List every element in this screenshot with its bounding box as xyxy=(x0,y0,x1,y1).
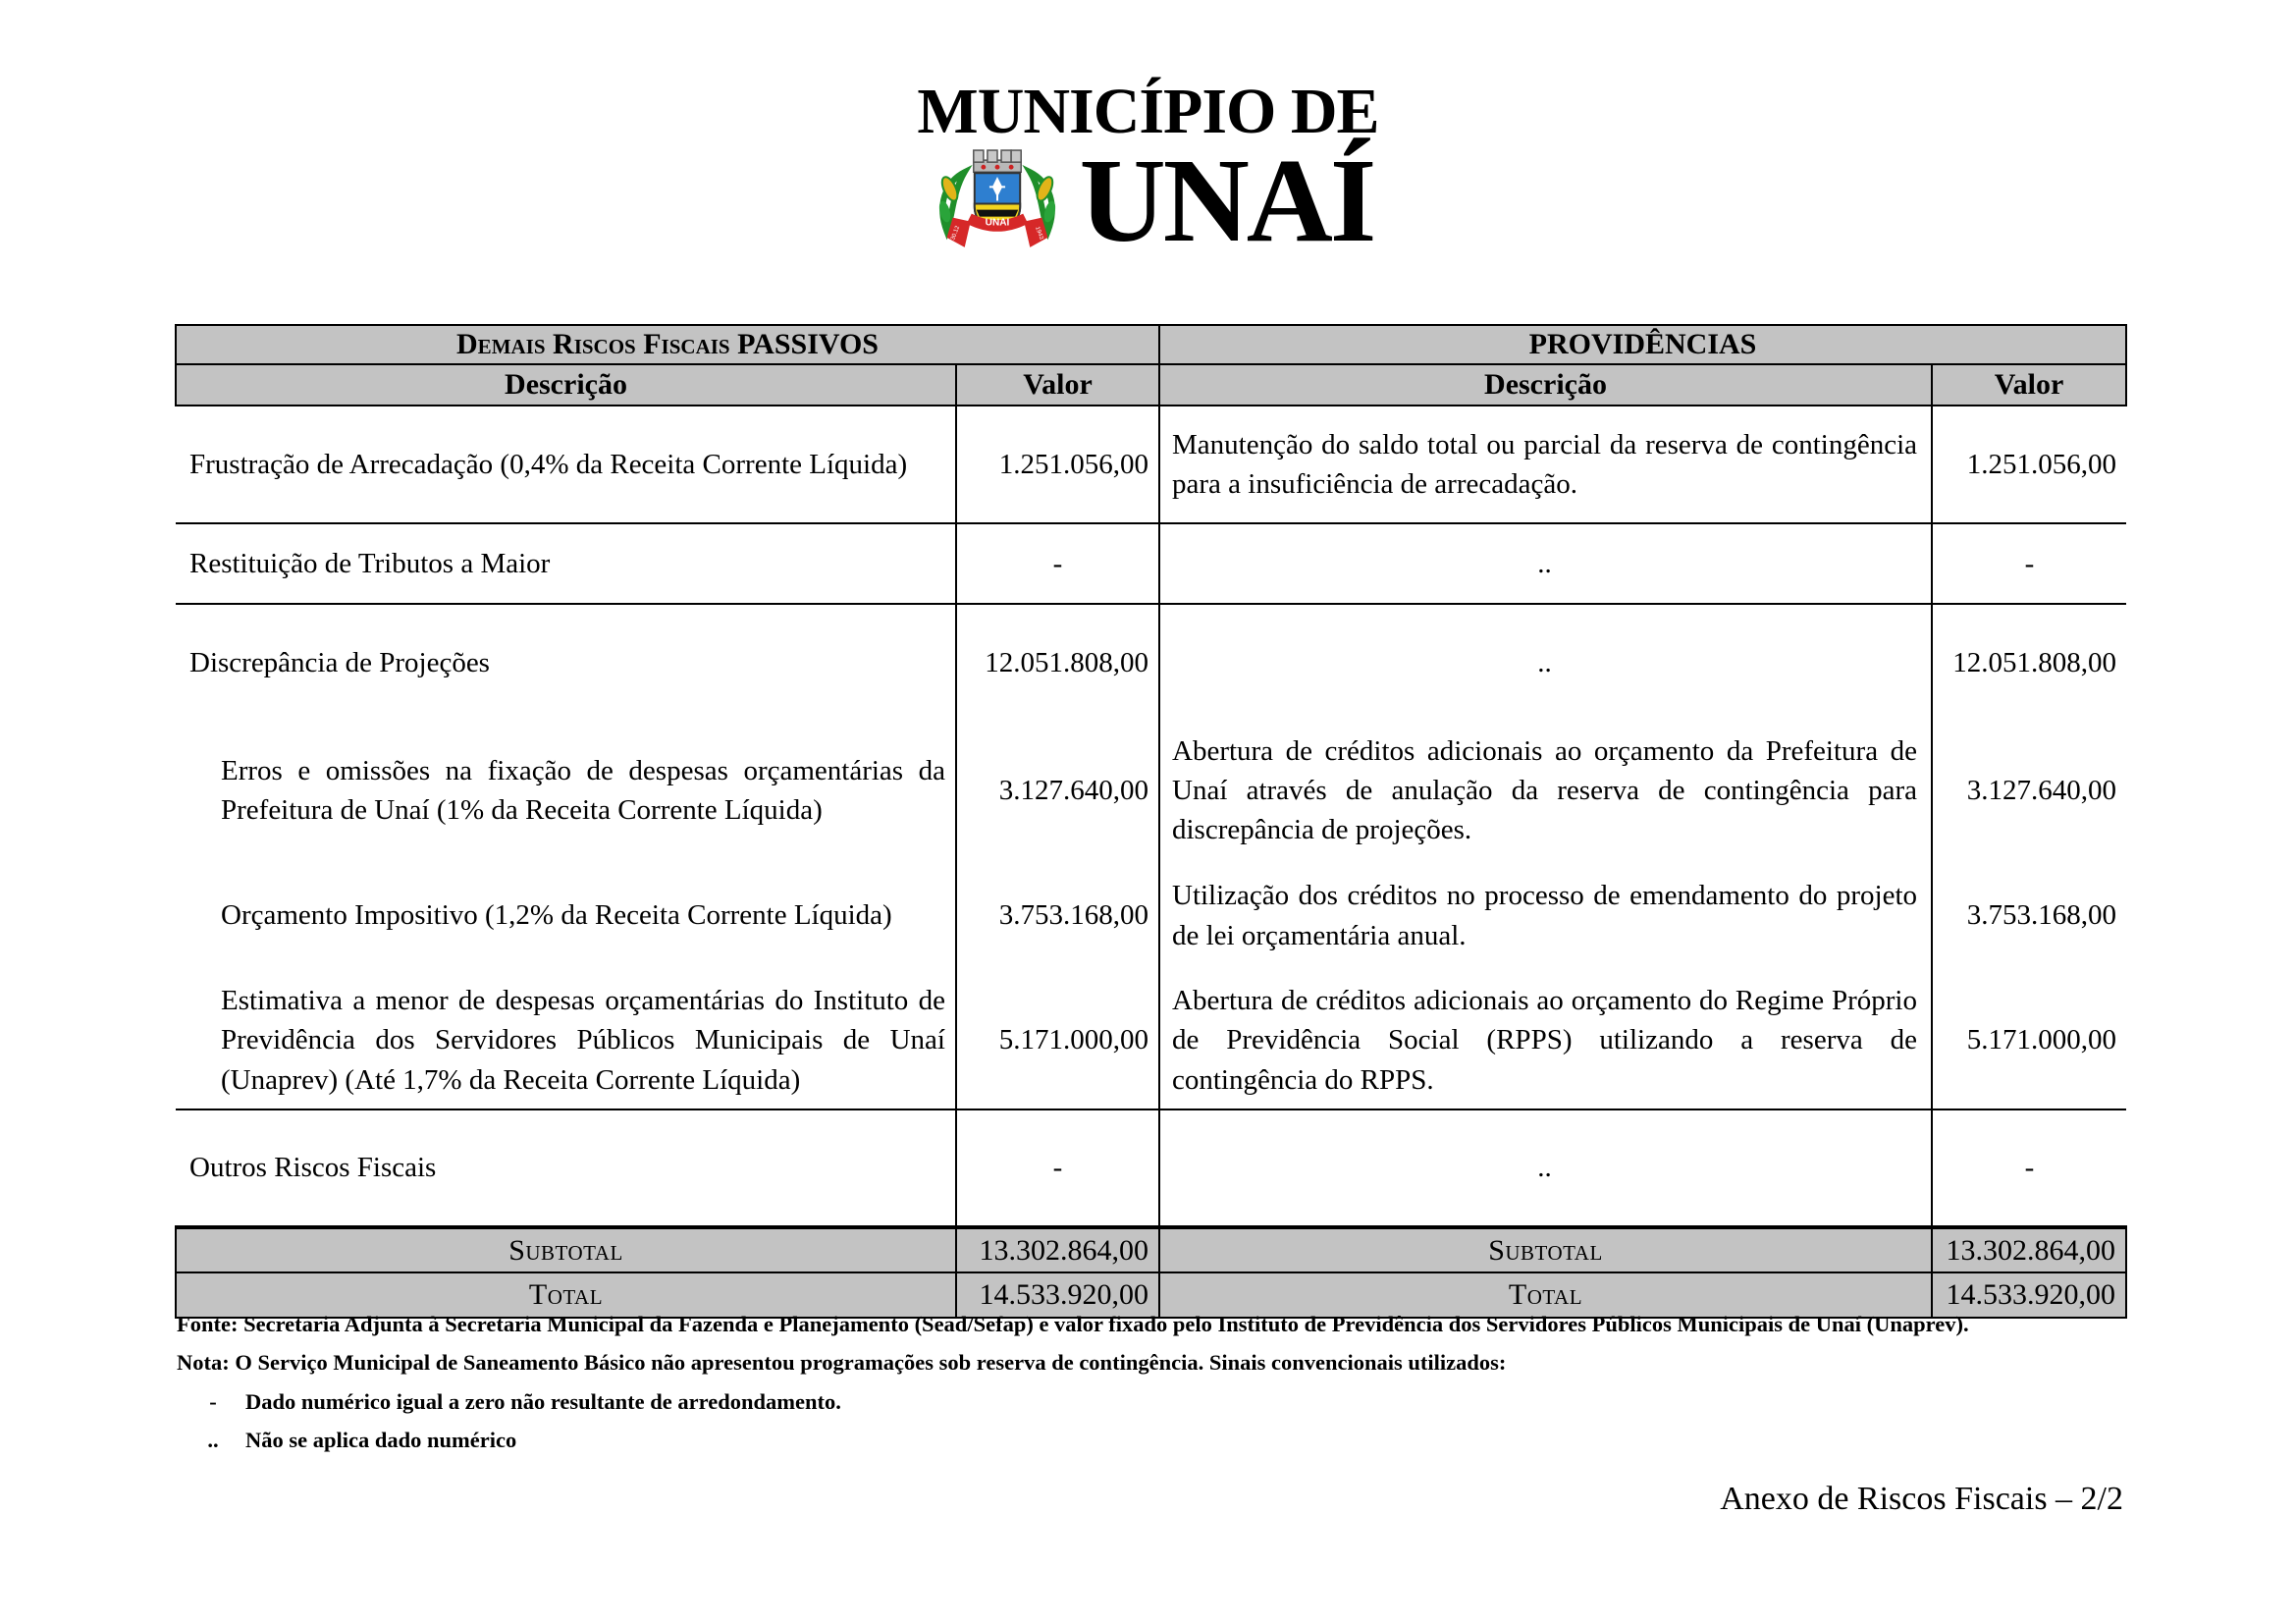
risk-desc-2: Restituição de Tributos a Maior xyxy=(176,523,956,604)
municipal-coat-of-arms-icon xyxy=(923,144,1072,258)
group-header-row xyxy=(176,325,2126,364)
risk-value-5: 3.753.168,00 xyxy=(956,859,1159,972)
prov-desc-7: .. xyxy=(1159,1109,1932,1227)
subtotal-label-right: Subtotal xyxy=(1159,1227,1932,1272)
municipality-title: MUNICÍPIO DE xyxy=(917,76,1379,147)
legend-item-dots xyxy=(177,1426,2130,1455)
total-label-left: Total xyxy=(176,1272,956,1317)
prov-desc-4: Abertura de créditos adicionais ao orçamento da Prefeitura de Unaí através de anulação da reserva de contingência para discrepância de projeções. xyxy=(1159,722,1932,859)
prov-value-3: 12.051.808,00 xyxy=(1952,647,2117,679)
table-row xyxy=(176,722,2126,859)
risk-value-7: - xyxy=(956,1109,1159,1227)
prov-value-4: 3.127.640,00 xyxy=(1966,774,2117,806)
ribbon-date-left: 30.12 xyxy=(949,224,961,242)
risk-value-2: - xyxy=(956,523,1159,604)
prov-value-1: 1.251.056,00 xyxy=(1932,406,2126,523)
total-label-right: Total xyxy=(1159,1272,1932,1317)
footnotes xyxy=(177,1310,2130,1465)
table-row xyxy=(176,859,2126,972)
table-row xyxy=(176,604,2126,722)
subtotal-label-left: Subtotal xyxy=(176,1227,956,1272)
prov-value-5: 3.753.168,00 xyxy=(1966,899,2117,932)
col-header-desc-right: Descrição xyxy=(1159,364,1932,406)
subtotal-value-left: 13.302.864,00 xyxy=(956,1227,1159,1272)
total-value-right: 14.533.920,00 xyxy=(1932,1272,2126,1317)
logo-row xyxy=(0,134,2296,267)
group-header-providencias: PROVIDÊNCIAS xyxy=(1159,325,2126,364)
legend-item-dash xyxy=(177,1387,2130,1417)
table-row xyxy=(176,523,2126,604)
table-row xyxy=(176,972,2126,1109)
annex-page-label: Anexo de Riscos Fiscais – 2/2 xyxy=(1720,1481,2123,1517)
prov-desc-2: .. xyxy=(1159,523,1932,604)
prov-value-6: 5.171.000,00 xyxy=(1932,972,2126,1109)
subtotal-row xyxy=(176,1227,2126,1272)
prov-desc-5: Utilização dos créditos no processo de emendamento do projeto de lei orçamentária anual. xyxy=(1159,859,1932,972)
risk-value-3: 12.051.808,00 xyxy=(956,604,1159,722)
table-row xyxy=(176,406,2126,523)
risk-desc-1: Frustração de Arrecadação (0,4% da Receita Corrente Líquida) xyxy=(176,406,956,523)
masthead xyxy=(0,76,2296,267)
source-note: Fonte: Secretaria Adjunta à Secretaria Municipal da Fazenda e Planejamento (Sead/Sefap) e valor fixado pelo Instituto de Previdência dos Servidores Públicos Municipais de Unaí (Unaprev). xyxy=(177,1312,1969,1336)
risk-value-1: 1.251.056,00 xyxy=(956,406,1159,523)
risk-desc-7: Outros Riscos Fiscais xyxy=(176,1109,956,1227)
col-header-valor-left: Valor xyxy=(956,364,1159,406)
total-value-left: 14.533.920,00 xyxy=(956,1272,1159,1317)
column-header-row xyxy=(176,364,2126,406)
risk-desc-5: Orçamento Impositivo (1,2% da Receita Corrente Líquida) xyxy=(176,859,956,972)
legend-symbol-dots: .. xyxy=(207,1428,219,1453)
risk-desc-3: Discrepância de Projeções xyxy=(176,604,956,722)
col-header-valor-right: Valor xyxy=(1932,364,2126,406)
nota-note: Nota: O Serviço Municipal de Saneamento Básico não apresentou programações sob reserva de contingência. Sinais convencionais utilizados: xyxy=(177,1350,1507,1376)
ribbon-date-right: 1943 xyxy=(1033,225,1044,241)
risk-value-6: 5.171.000,00 xyxy=(956,972,1159,1109)
prov-value-2: - xyxy=(1932,523,2126,604)
col-header-desc-left: Descrição xyxy=(176,364,956,406)
prov-desc-1: Manutenção do saldo total ou parcial da reserva de contingência para a insuficiência de arrecadação. xyxy=(1159,406,1932,523)
legend-text-dash: Dado numérico igual a zero não resultante de arredondamento. xyxy=(245,1388,841,1414)
municipality-name: UNAÍ xyxy=(1079,134,1374,267)
legend-text-dots: Não se aplica dado numérico xyxy=(245,1428,517,1453)
legend-symbol-dash: - xyxy=(209,1388,217,1414)
risk-desc-4: Erros e omissões na fixação de despesas orçamentárias da Prefeitura de Unaí (1% da Receita Corrente Líquida) xyxy=(176,722,956,859)
risk-desc-6: Estimativa a menor de despesas orçamentárias do Instituto de Previdência dos Servidores Públicos Municipais de Unaí (Unaprev) (Até 1,7% da Receita Corrente Líquida) xyxy=(176,972,956,1109)
prov-value-7: - xyxy=(1932,1109,2126,1227)
ribbon-name-text: UNAI xyxy=(985,217,1009,229)
prov-desc-3: .. xyxy=(1159,604,1932,722)
subtotal-value-right: 13.302.864,00 xyxy=(1932,1227,2126,1272)
risk-value-4: 3.127.640,00 xyxy=(956,722,1159,859)
fiscal-risks-table xyxy=(175,324,2127,1319)
group-header-risks: Demais Riscos Fiscais PASSIVOS xyxy=(176,325,1159,364)
prov-desc-6: Abertura de créditos adicionais ao orçamento do Regime Próprio de Previdência Social (RPPS) utilizando a reserva de contingência do RPPS. xyxy=(1159,972,1932,1109)
table-row xyxy=(176,1109,2126,1227)
